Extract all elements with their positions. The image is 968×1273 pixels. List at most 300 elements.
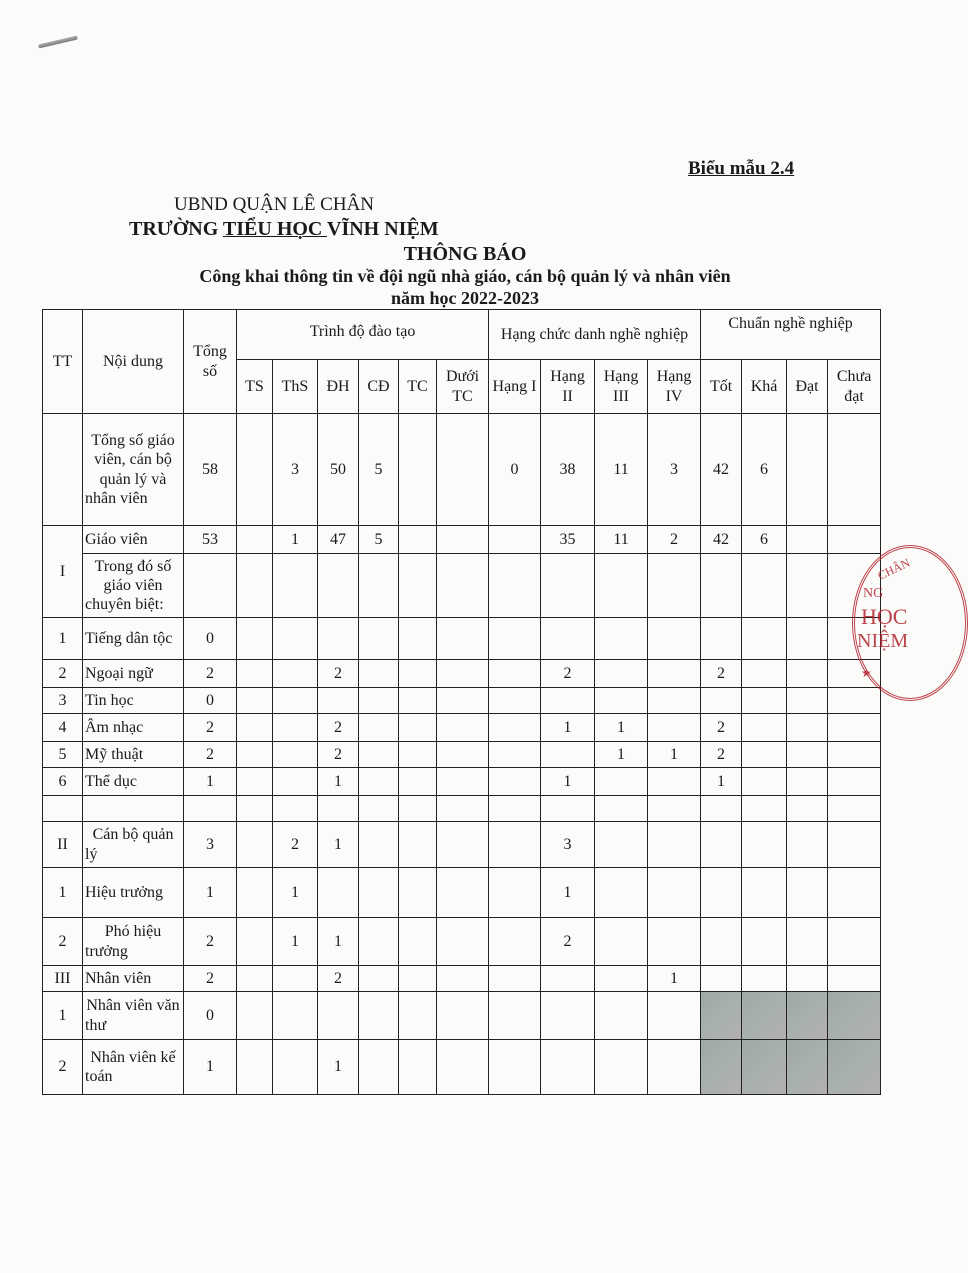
row-value-14 [828,992,881,1040]
row-tt: 2 [43,660,83,688]
row-value-9 [595,822,648,868]
table-row [43,414,881,526]
row-value-7: 0 [489,414,541,526]
row-value-1 [237,554,273,618]
row-value-9 [595,868,648,918]
stamp-star-icon: ★ [861,666,872,680]
row-value-10 [648,618,701,660]
stamp-text-hoc: HỌC [861,604,908,629]
row-value-1 [237,966,273,992]
row-value-9: 11 [595,414,648,526]
row-value-5 [399,822,437,868]
row-value-10: 2 [648,526,701,554]
row-value-8 [541,742,595,768]
row-value-12 [742,868,787,918]
row-value-7 [489,554,541,618]
row-value-14 [828,714,881,742]
table-row [43,526,881,554]
row-value-0: 2 [184,966,237,992]
row-value-4 [359,918,399,966]
row-value-9 [595,966,648,992]
row-value-8: 2 [541,660,595,688]
row-value-2 [273,992,318,1040]
row-value-1 [237,688,273,714]
row-tt: 3 [43,688,83,714]
table-row [43,918,881,966]
row-value-12 [742,768,787,796]
row-value-1 [237,742,273,768]
row-value-9 [595,660,648,688]
row-value-11: 42 [701,526,742,554]
row-value-8: 35 [541,526,595,554]
row-value-14 [828,742,881,768]
row-value-3 [318,796,359,822]
row-value-4 [359,966,399,992]
table-row [43,796,881,822]
row-value-4 [359,660,399,688]
header-tt: TT [43,310,83,414]
row-value-6 [437,688,489,714]
row-value-6 [437,414,489,526]
row-value-9 [595,992,648,1040]
row-content: Cán bộ quản lý [83,822,184,868]
row-value-11 [701,796,742,822]
header-rank-3: Hạng IV [648,360,701,414]
row-value-6 [437,554,489,618]
table-row [43,554,881,618]
header-training-group: Trình độ đào tạo [237,310,489,360]
row-value-7 [489,868,541,918]
row-value-13 [787,918,828,966]
staple-mark [38,36,78,49]
header-rank-2: Hạng III [595,360,648,414]
row-value-13 [787,796,828,822]
row-value-14 [828,1040,881,1095]
row-value-8: 1 [541,868,595,918]
row-value-2: 1 [273,918,318,966]
row-value-8 [541,796,595,822]
row-value-3: 2 [318,966,359,992]
row-value-9 [595,796,648,822]
row-value-5 [399,660,437,688]
row-value-0 [184,554,237,618]
header-training-4: TC [399,360,437,414]
row-value-7 [489,1040,541,1095]
row-value-3 [318,618,359,660]
row-value-11 [701,822,742,868]
row-value-13 [787,822,828,868]
table-row [43,688,881,714]
row-value-11 [701,918,742,966]
row-value-2 [273,714,318,742]
header-training-1: ThS [273,360,318,414]
row-value-9 [595,1040,648,1095]
row-value-14 [828,822,881,868]
row-value-1 [237,618,273,660]
row-value-4 [359,868,399,918]
row-tt: 1 [43,992,83,1040]
stamp-text-top: CHÂN [875,555,913,583]
row-value-5 [399,618,437,660]
row-value-9: 1 [595,714,648,742]
row-value-14 [828,868,881,918]
row-value-7 [489,822,541,868]
row-value-1 [237,918,273,966]
row-value-5 [399,796,437,822]
row-value-2 [273,688,318,714]
table-row [43,868,881,918]
row-value-4 [359,554,399,618]
document-title: THÔNG BÁO [403,243,527,265]
row-value-0: 0 [184,992,237,1040]
row-value-13 [787,966,828,992]
row-value-13 [787,414,828,526]
row-value-6 [437,796,489,822]
row-value-1 [237,714,273,742]
row-value-7 [489,618,541,660]
row-value-12 [742,796,787,822]
row-value-9: 11 [595,526,648,554]
row-content: Nhân viên văn thư [83,992,184,1040]
row-tt: 1 [43,618,83,660]
row-tt: 4 [43,714,83,742]
row-value-10: 3 [648,414,701,526]
row-value-9 [595,918,648,966]
row-value-5 [399,554,437,618]
row-content: Giáo viên [83,526,184,554]
header-rank-group: Hạng chức danh nghề nghiệp [489,310,701,360]
table-row [43,1040,881,1095]
row-value-1 [237,660,273,688]
row-value-6 [437,822,489,868]
row-tt: 6 [43,768,83,796]
row-value-5 [399,526,437,554]
row-value-2 [273,660,318,688]
row-value-10 [648,714,701,742]
row-value-10 [648,768,701,796]
row-value-11 [701,554,742,618]
row-tt: III [43,966,83,992]
row-value-4: 5 [359,414,399,526]
school-name [129,218,439,241]
row-value-10 [648,554,701,618]
row-content: Tổng số giáo viên, cán bộ quản lý và nhân viên [83,414,184,526]
row-value-9 [595,618,648,660]
row-value-12 [742,822,787,868]
row-value-3 [318,554,359,618]
row-value-6 [437,618,489,660]
row-value-12 [742,918,787,966]
row-content: Ngoại ngữ [83,660,184,688]
row-value-0: 1 [184,1040,237,1095]
row-tt: 2 [43,1040,83,1095]
row-value-3: 1 [318,1040,359,1095]
row-content: Tin học [83,688,184,714]
row-value-12: 6 [742,526,787,554]
row-value-13 [787,742,828,768]
row-value-8: 38 [541,414,595,526]
row-content: Trong đó số giáo viên chuyên biệt: [83,554,184,618]
row-value-11 [701,618,742,660]
row-content: Mỹ thuật [83,742,184,768]
row-value-13 [787,768,828,796]
row-value-3: 50 [318,414,359,526]
row-value-1 [237,526,273,554]
row-value-9 [595,554,648,618]
table-row [43,992,881,1040]
row-value-11: 2 [701,742,742,768]
row-value-4 [359,688,399,714]
row-value-7 [489,992,541,1040]
row-value-11: 2 [701,660,742,688]
row-value-12 [742,554,787,618]
stamp-text-ng: NG [863,586,884,601]
row-value-5 [399,688,437,714]
row-value-5 [399,768,437,796]
row-value-10 [648,822,701,868]
row-value-13 [787,992,828,1040]
row-value-9 [595,688,648,714]
row-value-8: 3 [541,822,595,868]
row-value-2: 1 [273,868,318,918]
row-value-0: 1 [184,768,237,796]
row-value-7 [489,526,541,554]
header-rank-1: Hạng II [541,360,595,414]
row-value-12 [742,1040,787,1095]
row-value-12 [742,618,787,660]
row-value-1 [237,868,273,918]
row-value-7 [489,742,541,768]
row-value-10 [648,918,701,966]
row-value-10: 1 [648,742,701,768]
row-value-8: 2 [541,918,595,966]
row-tt: 5 [43,742,83,768]
row-value-12 [742,966,787,992]
row-tt: 2 [43,918,83,966]
row-value-1 [237,414,273,526]
row-value-14 [828,688,881,714]
row-tt [43,796,83,822]
row-value-12 [742,660,787,688]
row-value-3 [318,688,359,714]
organization-name: UBND QUẬN LÊ CHÂN [174,194,375,215]
row-value-12 [742,992,787,1040]
row-value-3: 2 [318,714,359,742]
row-value-10: 1 [648,966,701,992]
row-value-6 [437,526,489,554]
row-value-0: 53 [184,526,237,554]
row-value-6 [437,992,489,1040]
row-value-11 [701,992,742,1040]
row-value-11: 42 [701,414,742,526]
header-training-5: Dưới TC [437,360,489,414]
row-value-2: 1 [273,526,318,554]
row-value-14 [828,768,881,796]
row-value-0: 0 [184,618,237,660]
row-value-13 [787,660,828,688]
row-value-2: 2 [273,822,318,868]
row-value-3 [318,992,359,1040]
row-content: Phó hiệu trưởng [83,918,184,966]
row-value-4 [359,796,399,822]
row-value-13 [787,688,828,714]
header-training-3: CĐ [359,360,399,414]
row-content: Âm nhạc [83,714,184,742]
row-value-1 [237,1040,273,1095]
row-value-4 [359,618,399,660]
row-value-2 [273,796,318,822]
row-value-11 [701,966,742,992]
table-row [43,714,881,742]
stamp-text-niem: NIỆM [857,630,909,652]
header-training-0: TS [237,360,273,414]
row-value-5 [399,966,437,992]
row-value-5 [399,1040,437,1095]
row-value-0: 3 [184,822,237,868]
row-value-7 [489,768,541,796]
row-value-0: 2 [184,660,237,688]
school-underlined: TIỂU HỌC [222,218,328,240]
row-value-8 [541,688,595,714]
row-content [83,796,184,822]
row-value-11 [701,868,742,918]
row-value-3: 47 [318,526,359,554]
row-value-14 [828,414,881,526]
row-tt: I [43,526,83,618]
row-value-7 [489,966,541,992]
row-value-0: 2 [184,742,237,768]
row-value-2 [273,768,318,796]
header-training-2: ĐH [318,360,359,414]
row-value-13 [787,868,828,918]
row-value-10 [648,992,701,1040]
row-value-1 [237,822,273,868]
row-value-4 [359,742,399,768]
row-value-2 [273,1040,318,1095]
school-prefix: TRƯỜNG [129,218,223,240]
row-value-5 [399,918,437,966]
row-value-7 [489,688,541,714]
row-value-2 [273,554,318,618]
row-value-12 [742,714,787,742]
row-value-10 [648,660,701,688]
header-standard-3: Chưa đạt [828,360,881,414]
row-value-2: 3 [273,414,318,526]
row-value-4 [359,768,399,796]
row-value-6 [437,660,489,688]
row-value-5 [399,742,437,768]
row-value-2 [273,966,318,992]
row-value-7 [489,714,541,742]
header-standard-1: Khá [742,360,787,414]
row-value-0: 2 [184,714,237,742]
row-value-5 [399,714,437,742]
row-value-0: 0 [184,688,237,714]
row-content: Nhân viên [83,966,184,992]
row-value-0: 2 [184,918,237,966]
row-value-8: 1 [541,714,595,742]
row-value-3: 2 [318,660,359,688]
row-value-11: 1 [701,768,742,796]
row-value-1 [237,796,273,822]
row-value-14 [828,918,881,966]
row-value-7 [489,660,541,688]
row-value-2 [273,618,318,660]
row-value-5 [399,414,437,526]
row-value-12: 6 [742,414,787,526]
row-content: Nhân viên kế toán [83,1040,184,1095]
row-content: Tiếng dân tộc [83,618,184,660]
row-value-6 [437,714,489,742]
row-value-14 [828,966,881,992]
row-value-8 [541,1040,595,1095]
row-value-10 [648,796,701,822]
row-value-6 [437,742,489,768]
row-value-12 [742,742,787,768]
row-value-8: 1 [541,768,595,796]
row-value-8 [541,992,595,1040]
row-value-7 [489,918,541,966]
row-tt [43,414,83,526]
row-value-13 [787,618,828,660]
table-row [43,822,881,868]
header-standard-group: Chuẩn nghề nghiệp [701,310,881,360]
row-value-0: 1 [184,868,237,918]
school-suffix: VĨNH NIỆM [327,218,439,240]
row-value-3: 2 [318,742,359,768]
row-value-5 [399,992,437,1040]
row-value-11: 2 [701,714,742,742]
row-value-13 [787,1040,828,1095]
school-stamp [852,545,968,701]
table-row [43,966,881,992]
row-value-4 [359,822,399,868]
header-standard-0: Tốt [701,360,742,414]
row-value-13 [787,714,828,742]
row-value-6 [437,768,489,796]
row-value-11 [701,1040,742,1095]
row-value-9: 1 [595,742,648,768]
row-value-6 [437,868,489,918]
row-value-5 [399,868,437,918]
row-value-3: 1 [318,768,359,796]
row-value-14 [828,526,881,554]
row-value-0: 58 [184,414,237,526]
row-value-4 [359,992,399,1040]
row-value-0 [184,796,237,822]
row-value-8 [541,554,595,618]
row-content: Hiệu trưởng [83,868,184,918]
row-tt: 1 [43,868,83,918]
table-row [43,768,881,796]
table-row [43,742,881,768]
header-standard-2: Đạt [787,360,828,414]
row-value-10 [648,1040,701,1095]
row-value-6 [437,918,489,966]
row-value-1 [237,768,273,796]
row-value-11 [701,688,742,714]
row-value-3 [318,868,359,918]
table-row [43,618,881,660]
header-content: Nội dung [83,310,184,414]
form-number: Biểu mẫu 2.4 [688,158,795,179]
row-value-4: 5 [359,526,399,554]
row-value-13 [787,554,828,618]
row-value-6 [437,1040,489,1095]
row-value-3: 1 [318,822,359,868]
row-value-9 [595,768,648,796]
row-content: Thể dục [83,768,184,796]
